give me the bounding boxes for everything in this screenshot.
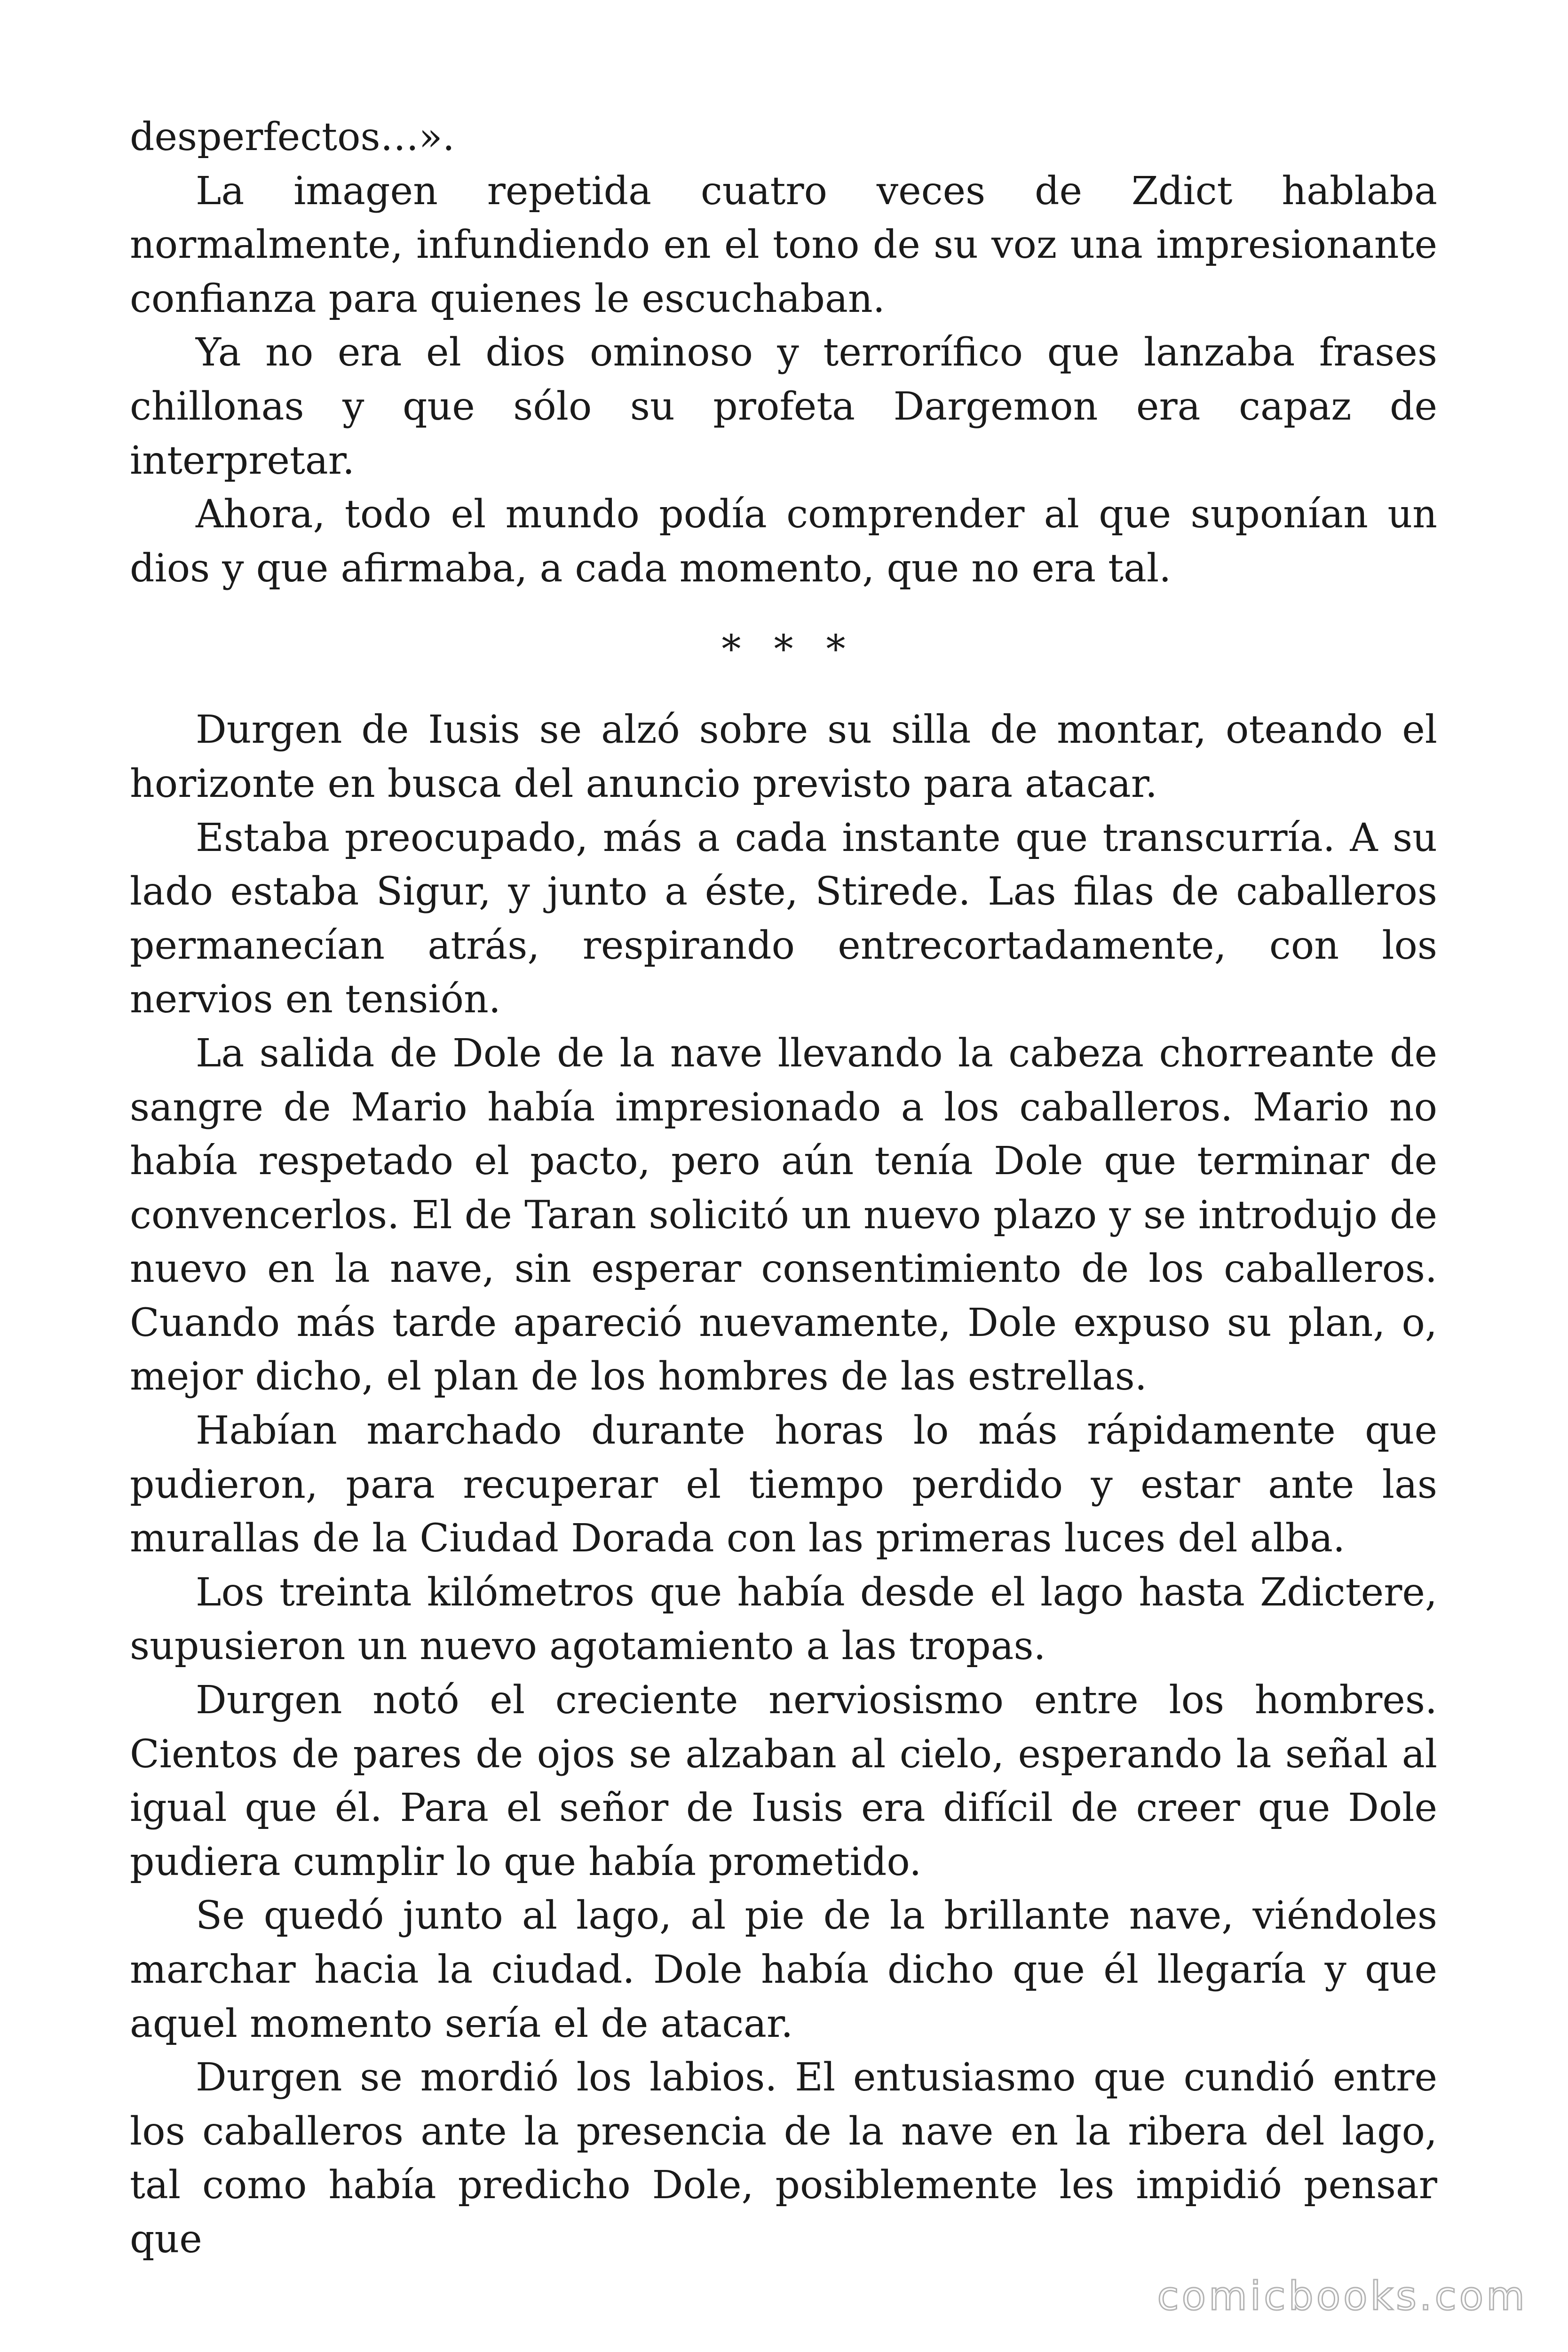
paragraph: La imagen repetida cuatro veces de Zdict hablaba normalmente, infundiendo en el tono de su voz una impresionante confianza para quienes le escuchaban. bbox=[130, 168, 1437, 321]
paragraph: Durgen se mordió los labios. El entusiasmo que cundió entre los caballeros ante la presencia de la nave en la ribera del lago, tal como había predicho Dole, posiblemente les impidió pensar que bbox=[130, 2055, 1437, 2262]
paragraph: Habían marchado durante horas lo más rápidamente que pudieron, para recuperar el tiempo perdido y estar ante las murallas de la Ciudad Dorada con las primeras luces del alba. bbox=[130, 1408, 1437, 1561]
paragraph: desperfectos…». bbox=[130, 115, 455, 159]
paragraph: Ahora, todo el mundo podía comprender al que suponían un dios y que afirmaba, a cada momento, que no era tal. bbox=[130, 492, 1437, 591]
body-text bbox=[130, 111, 1437, 2267]
section-break: * * * bbox=[721, 627, 856, 672]
paragraph: Los treinta kilómetros que había desde el lago hasta Zdictere, supusieron un nuevo agotamiento a las tropas. bbox=[130, 1570, 1437, 1669]
paragraph: Durgen de Iusis se alzó sobre su silla de montar, oteando el horizonte en busca del anuncio previsto para atacar. bbox=[130, 707, 1437, 806]
paragraph: Ya no era el dios ominoso y terrorífico que lanzaba frases chillonas y que sólo su profeta Dargemon era capaz de interpretar. bbox=[130, 330, 1437, 483]
paragraph: La salida de Dole de la nave llevando la cabeza chorreante de sangre de Mario había impresionado a los caballeros. Mario no había respetado el pacto, pero aún tenía Dole que terminar de convencerlos. El de Taran solicitó un nuevo plazo y se introdujo de nuevo en la nave, sin esperar consentimiento de los caballeros. Cuando más tarde apareció nuevamente, Dole expuso su plan, o, mejor dicho, el plan de los hombres de las estrellas. bbox=[130, 1031, 1437, 1399]
paragraph: Durgen notó el creciente nerviosismo entre los hombres. Cientos de pares de ojos se alzaban al cielo, esperando la señal al igual que él. Para el señor de Iusis era difícil de creer que Dole pudiera cumplir lo que había prometido. bbox=[130, 1678, 1437, 1884]
paragraph: Se quedó junto al lago, al pie de la brillante nave, viéndoles marchar hacia la ciudad. Dole había dicho que él llegaría y que aquel momento sería el de atacar. bbox=[130, 1893, 1437, 2046]
watermark: comicbooks.com bbox=[1157, 2273, 1528, 2319]
paragraph: Estaba preocupado, más a cada instante que transcurría. A su lado estaba Sigur, y junto a éste, Stirede. Las filas de caballeros permanecían atrás, respirando entrecortadamente, con los nervios en tensión. bbox=[130, 815, 1437, 1022]
